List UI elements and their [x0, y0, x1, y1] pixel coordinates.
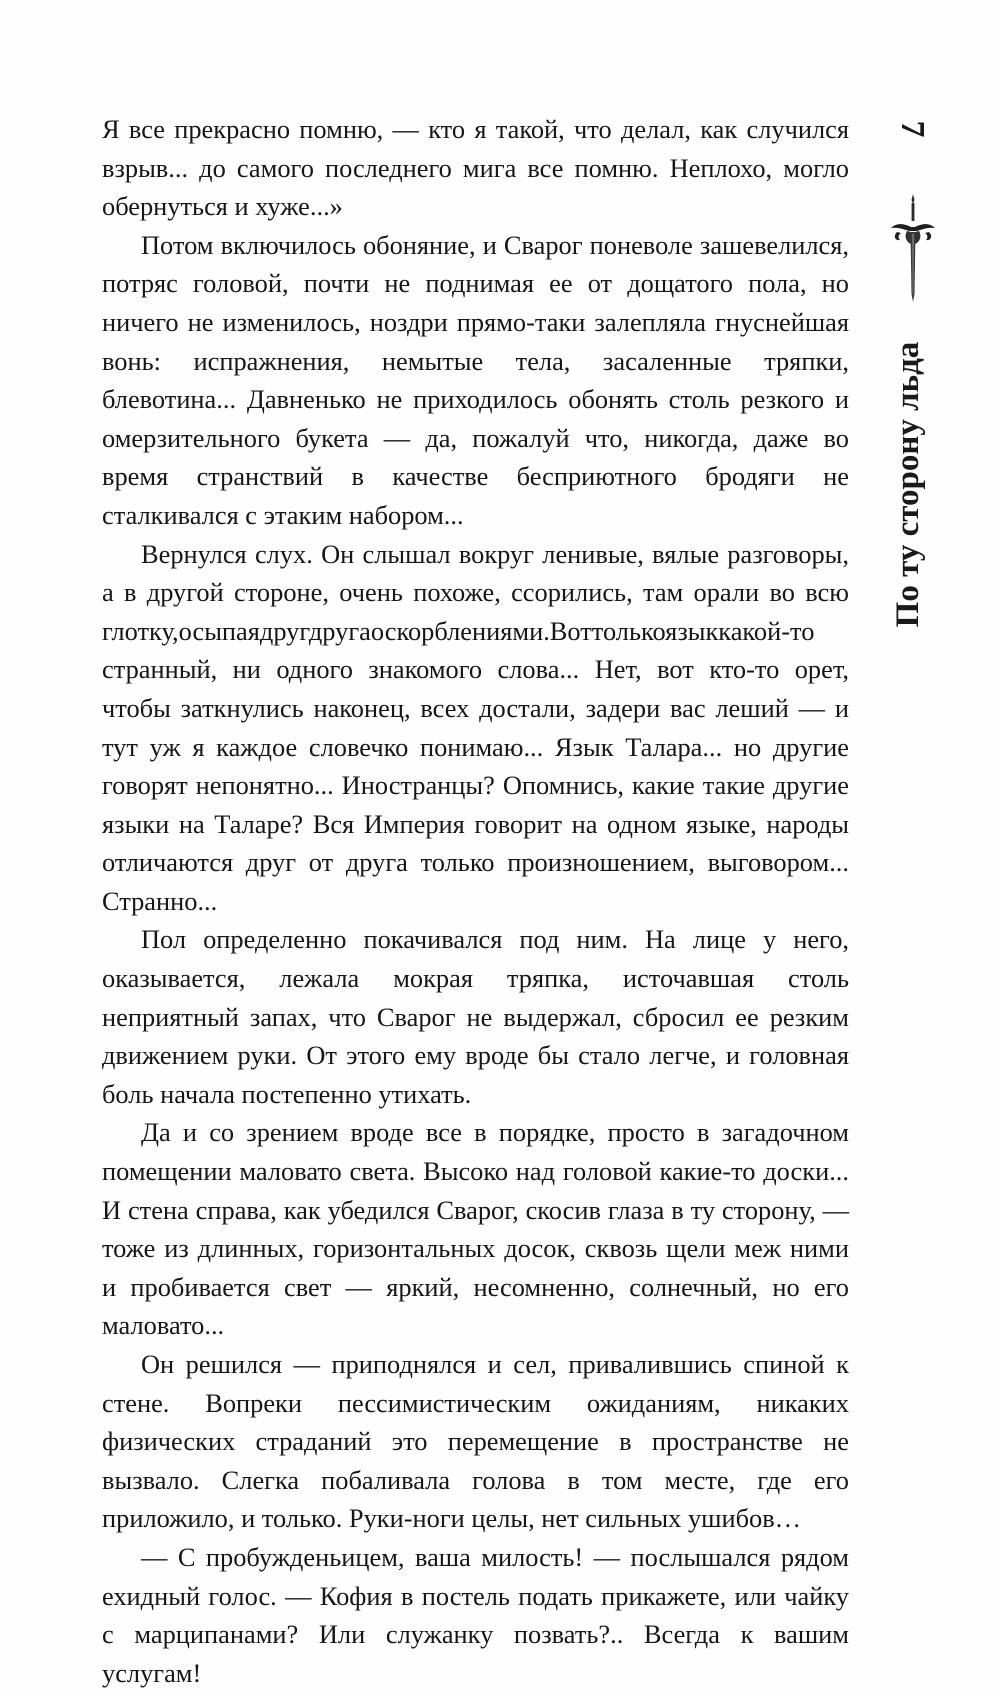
running-title-container — [888, 337, 928, 632]
paragraph: Он решился — приподнялся и сел, привалившись спиной к стене. Вопреки пессимистическим ожиданиям, никаких физических страданий это перемещение в пространстве не вызвало. Слегка побаливала голова в том месте, где его приложило, и только. Руки-ноги целы, нет сильных ушибов… — [102, 1349, 849, 1534]
paragraph: Я все прекрасно помню, — кто я такой, что делал, как случился взрыв... до самого последнего мига все помню. Неплохо, могло обернуться и хуже...» — [102, 114, 849, 222]
paragraph: Потом включилось обоняние, и Сварог поневоле зашевелился, потряс головой, почти не поднимая ее от дощатого пола, но ничего не изменилось, ноздри прямо-таки залепляла гнуснейшая вонь: испражнения, немытые тела, засаленные тряпки, блевотина... Давненько не приходилось обонять столь резкого и омерзительного букета — да, пожалуй что, никогда, даже во время странствий в качестве бесприютного бродяги не сталкивался с этаким набором... — [102, 229, 849, 530]
paragraph: Вернулся слух. Он слышал вокруг ленивые, вялые разговоры, а в другой стороне, очень похоже, ссорились, там орали во всю глотку,осыпаядругдругаоскорблениями.Воттолькоязыккакой-то странный, ни одного знакомого слова... Нет, вот кто-то орет, чтобы заткнулись наконец, всех достали, задери вас леший — и тут уж я каждое словечко понимаю... Язык Талара... но другие говорят непонятно... Иностранцы? Опомнись, какие такие другие языки на Таларе? Вся Империя говорит на одном языке, народы отличаются друг от друга только произношением, выговором... Странно... — [102, 538, 849, 916]
paragraph: Да и со зрением вроде все в порядке, просто в загадочном помещении маловато света. Высоко над головой какие-то доски... И стена справа, как убедился Сварог, скосив глаза в ту сторону, — тоже из длинных, горизонтальных досок, сквозь щели меж ними и пробивается свет — яркий, несомненно, солнечный, но его маловато... — [102, 1117, 849, 1341]
body-text — [102, 110, 849, 1692]
paragraph: — С пробужденьицем, ваша милость! — послышался рядом ехидный голос. — Кофия в постель подать прикажете, или чайку с марципанами? Или служанку позвать?.. Всегда к вашим услугам! — [102, 1541, 849, 1688]
page-number: 7 — [894, 120, 931, 138]
paragraph: Пол определенно покачивался под ним. На лице у него, оказывается, лежала мокрая тряпка, источавшая столь неприятный запах, что Сварог не выдержал, сбросил ее резким движением руки. От этого ему вроде бы стало легче, и головная боль начала постепенно утихать. — [102, 924, 849, 1109]
sword-ornament-icon — [887, 194, 939, 302]
running-title: По ту сторону льда — [890, 341, 926, 628]
